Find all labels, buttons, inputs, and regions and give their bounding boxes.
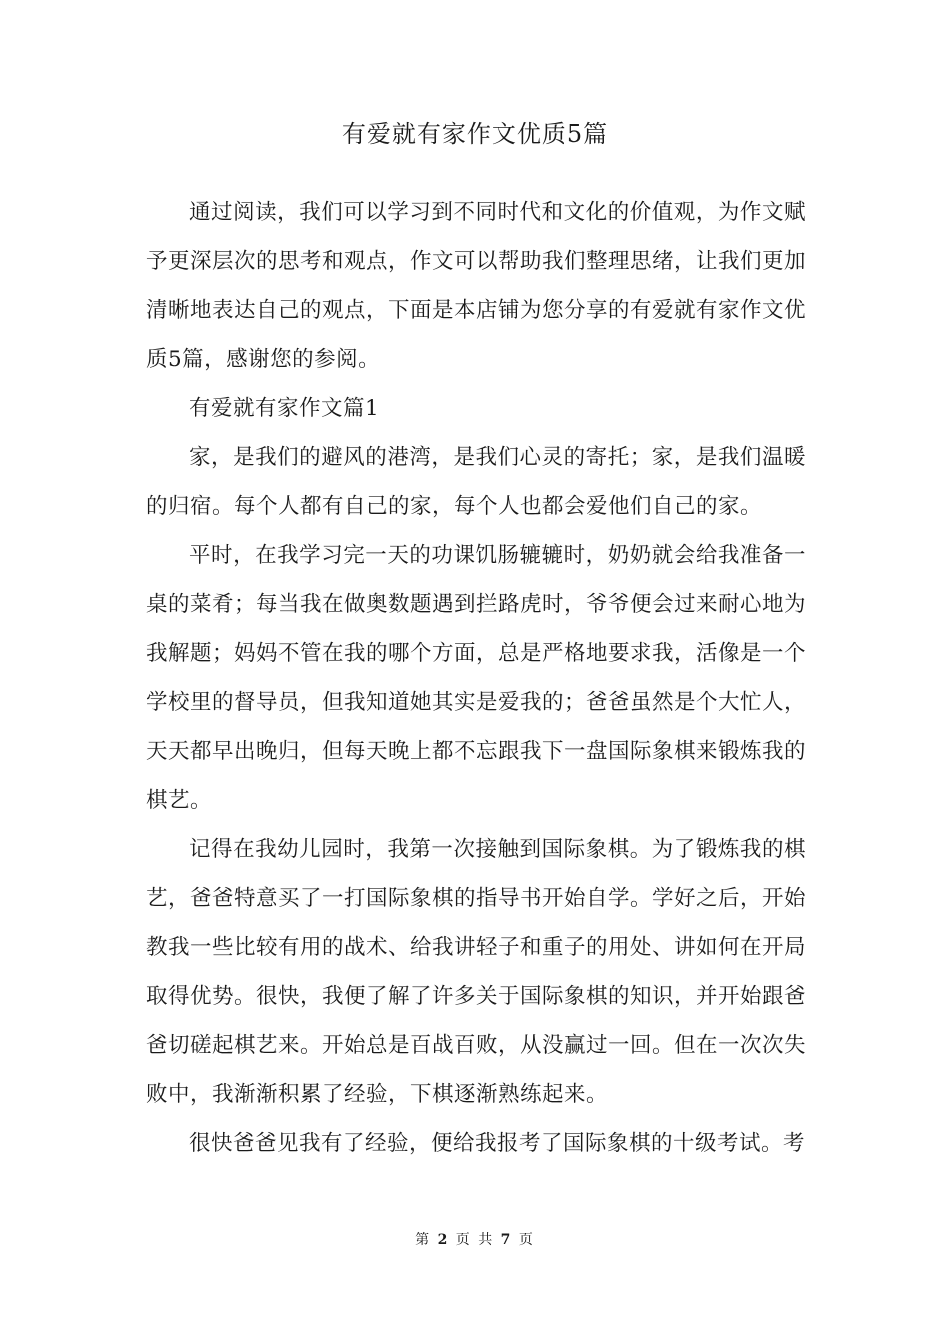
footer-middle: 页 共 — [455, 1232, 495, 1248]
page-footer — [0, 1230, 950, 1250]
document-title: 有爱就有家作文优质5篇 — [341, 120, 609, 148]
total-pages-number: 7 — [500, 1232, 513, 1248]
body-paragraph: 记得在我幼儿园时，我第一次接触到国际象棋。为了锻炼我的棋艺，爸爸特意买了一打国际象棋的指导书开始自学。学好之后，开始教我一些比较有用的战术、给我讲轻子和重子的用处、讲如何在开局取得优势。很快，我便了解了许多关于国际象棋的知识，并开始跟爸爸切磋起棋艺来。开始总是百战百败，从没赢过一回。但在一次次失败中，我渐渐积累了经验，下棋逐渐熟练起来。 — [146, 837, 807, 1107]
intro-paragraph: 通过阅读，我们可以学习到不同时代和文化的价值观，为作文赋予更深层次的思考和观点，作文可以帮助我们整理思绪，让我们更加清晰地表达自己的观点，下面是本店铺为您分享的有爱就有家作文优质5篇，感谢您的参阅。 — [146, 200, 807, 372]
section-heading: 有爱就有家作文篇1 — [189, 396, 380, 421]
footer-prefix: 第 — [415, 1232, 432, 1248]
body-paragraph: 平时，在我学习完一天的功课饥肠辘辘时，奶奶就会给我准备一桌的菜肴；每当我在做奥数题遇到拦路虎时，爷爷便会过来耐心地为我解题；妈妈不管在我的哪个方面，总是严格地要求我，活像是一个学校里的督导员，但我知道她其实是爱我的；爸爸虽然是个大忙人，天天都早出晚归，但每天晚上都不忘跟我下一盘国际象棋来锻炼我的棋艺。 — [146, 543, 807, 813]
document-body — [146, 188, 806, 1168]
body-paragraph: 很快爸爸见我有了经验，便给我报考了国际象棋的十级考试。考 — [189, 1131, 806, 1156]
footer-suffix: 页 — [518, 1232, 535, 1248]
current-page-number: 2 — [437, 1232, 450, 1248]
body-paragraph: 家，是我们的避风的港湾，是我们心灵的寄托；家，是我们温暖的归宿。每个人都有自己的家，每个人也都会爱他们自己的家。 — [146, 445, 806, 519]
